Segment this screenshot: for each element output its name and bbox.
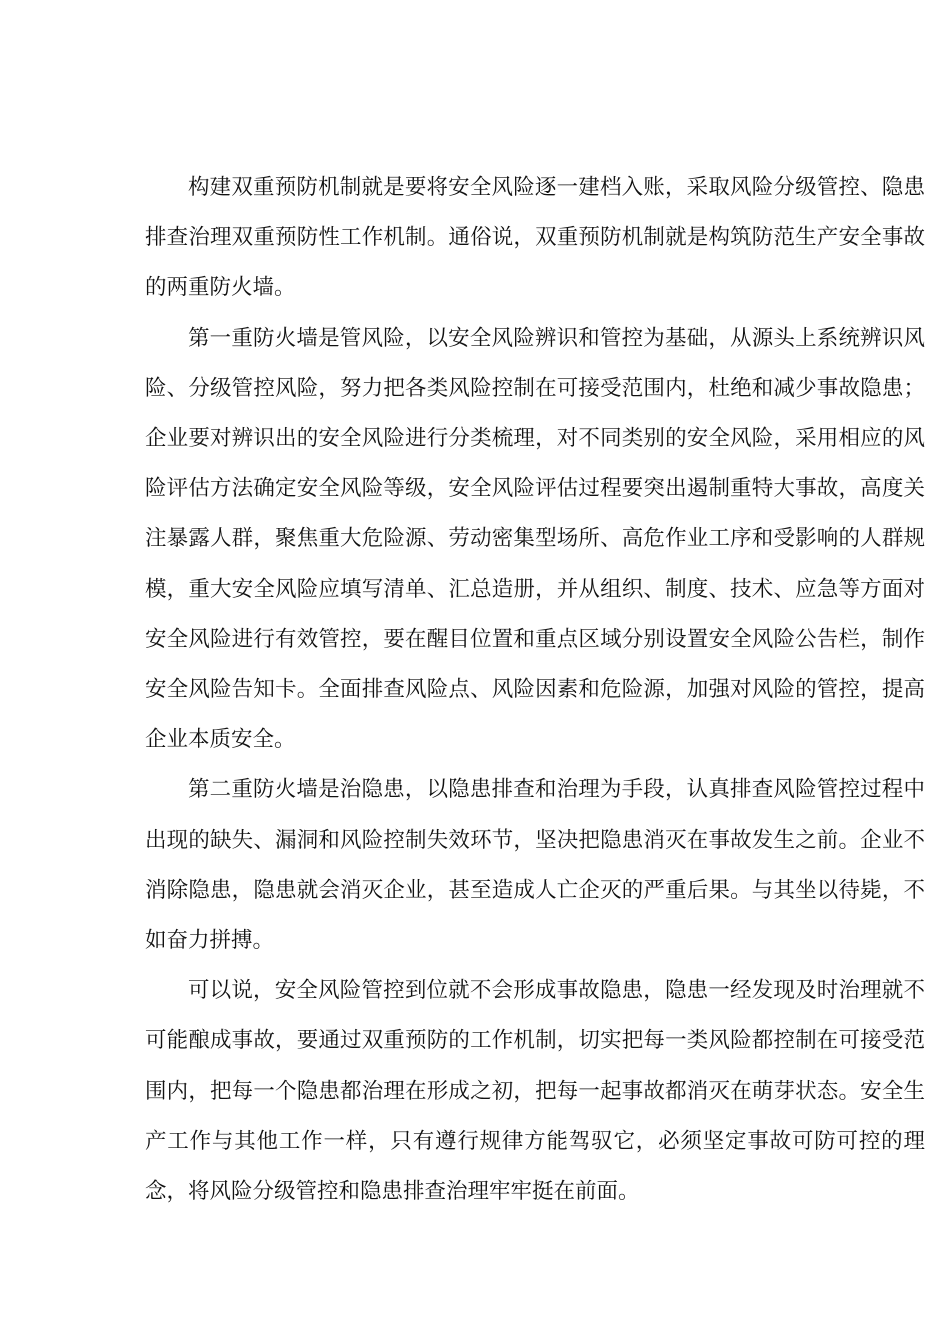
paragraph-2: 第一重防火墙是管风险，以安全风险辨识和管控为基础，从源头上系统辨识风险、分级管控风险，努力把各类风险控制在可接受范围内，杜绝和减少事故隐患；企业要对辨识出的安全风险进行分类梳理，对不同类别的安全风险，采用相应的风险评估方法确定安全风险等级，安全风险评估过程要突出遏制重特大事故，高度关注暴露人群，聚焦重大危险源、劳动密集型场所、高危作业工序和受影响的人群规模，重大安全风险应填写清单、汇总造册，并从组织、制度、技术、应急等方面对安全风险进行有效管控，要在醒目位置和重点区域分别设置安全风险公告栏，制作安全风险告知卡。全面排查风险点、风险因素和危险源，加强对风险的管控，提高企业本质安全。 (145, 325, 925, 753)
paragraph-1: 构建双重预防机制就是要将安全风险逐一建档入账，采取风险分级管控、隐患排查治理双重预防性工作机制。通俗说，双重预防机制就是构筑防范生产安全事故的两重防火墙。 (145, 175, 925, 301)
document-body (145, 163, 925, 1217)
paragraph-4: 可以说，安全风险管控到位就不会形成事故隐患，隐患一经发现及时治理就不可能酿成事故，要通过双重预防的工作机制，切实把每一类风险都控制在可接受范围内，把每一个隐患都治理在形成之初，把每一起事故都消灭在萌芽状态。安全生产工作与其他工作一样，只有遵行规律方能驾驭它，必须坚定事故可防可控的理念，将风险分级管控和隐患排查治理牢牢挺在前面。 (145, 978, 925, 1205)
paragraph-3: 第二重防火墙是治隐患，以隐患排查和治理为手段，认真排查风险管控过程中出现的缺失、漏洞和风险控制失效环节，坚决把隐患消灭在事故发生之前。企业不消除隐患，隐患就会消灭企业，甚至造成人亡企灭的严重后果。与其坐以待毙，不如奋力拼搏。 (145, 777, 925, 954)
